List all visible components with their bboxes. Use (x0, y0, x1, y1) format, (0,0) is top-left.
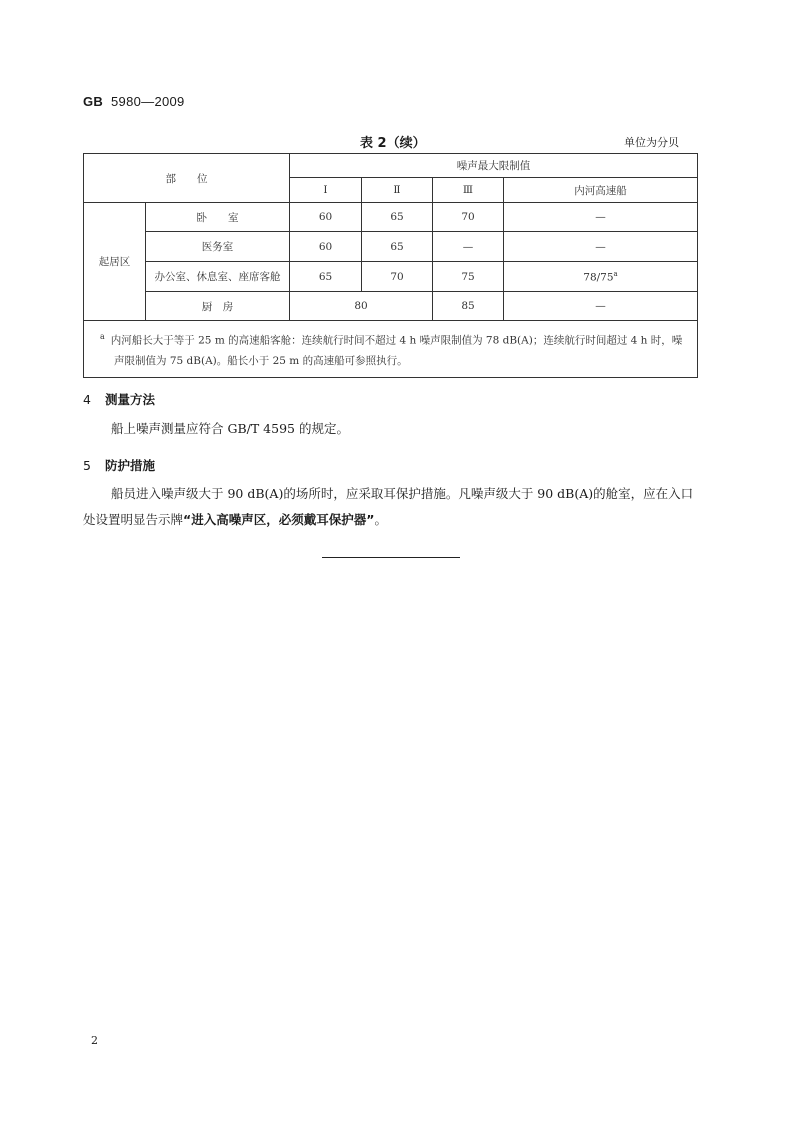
row-name: 医务室 (146, 232, 290, 262)
noise-limit-table (83, 153, 698, 378)
cell: — (433, 232, 504, 262)
section-number: 5 (83, 458, 91, 473)
standard-prefix: GB (83, 94, 104, 109)
section-title: 防护措施 (105, 458, 156, 473)
table-unit: 单位为分贝 (624, 136, 679, 149)
section-number: 4 (83, 392, 91, 407)
standard-code (83, 94, 185, 109)
cell: 75 (433, 262, 504, 292)
cell: — (504, 203, 698, 232)
cell (504, 262, 698, 292)
living-area-label: 起居区 (84, 203, 146, 321)
cell: 70 (362, 262, 433, 292)
noise-limit-header: 噪声最大限制值 (290, 154, 698, 178)
page-number: 2 (91, 1034, 98, 1047)
row-name: 卧 室 (146, 203, 290, 232)
inland-highspeed-header: 内河高速船 (504, 178, 698, 203)
cell: 60 (290, 232, 362, 262)
cell: 65 (290, 262, 362, 292)
table-row (84, 203, 698, 232)
cell: 80 (290, 292, 433, 321)
table-row (84, 262, 698, 292)
row-name: 厨 房 (146, 292, 290, 321)
class-1-header: Ⅰ (290, 178, 362, 203)
table-title: 表 2（续） (360, 136, 426, 151)
footnote-mark: a (100, 332, 105, 341)
section-5-body (83, 481, 697, 533)
table-footnote (84, 321, 698, 378)
cell: 60 (290, 203, 362, 232)
cell: 65 (362, 232, 433, 262)
section-5-heading (83, 456, 155, 474)
class-3-header: Ⅲ (433, 178, 504, 203)
cell: — (504, 232, 698, 262)
table-row (84, 292, 698, 321)
body-text: 船员进入噪声级大于 90 dB(A)的场所时，应采取耳保护措施。凡噪声级大于 90 dB(A)的舱室，应在入口处设置明显告示牌 (83, 486, 694, 527)
table-row (84, 232, 698, 262)
cell: 65 (362, 203, 433, 232)
end-divider (322, 557, 460, 558)
standard-number: 5980—2009 (111, 94, 185, 109)
cell: — (504, 292, 698, 321)
section-title: 测量方法 (105, 392, 156, 407)
cell: 70 (433, 203, 504, 232)
cell: 85 (433, 292, 504, 321)
body-text: 。 (374, 512, 387, 527)
position-header: 部 位 (84, 154, 290, 203)
class-2-header: Ⅱ (362, 178, 433, 203)
section-4-heading (83, 390, 155, 408)
section-4-body: 船上噪声测量应符合 GB/T 4595 的规定。 (111, 421, 349, 436)
footnote-ref: a (613, 269, 618, 278)
footnote-text: 内河船长大于等于 25 m 的高速船客舱：连续航行时间不超过 4 h 噪声限制值为 78 dB(A)；连续航行时间超过 4 h 时，噪声限制值为 75 dB(A)。船长小于 25 m 的高速船可参照执行。 (110, 334, 683, 367)
cell-value: 78/75 (583, 271, 614, 284)
row-name: 办公室、休息室、座席客舱 (146, 262, 290, 292)
sign-text: “进入高噪声区，必须戴耳保护器” (183, 512, 375, 527)
